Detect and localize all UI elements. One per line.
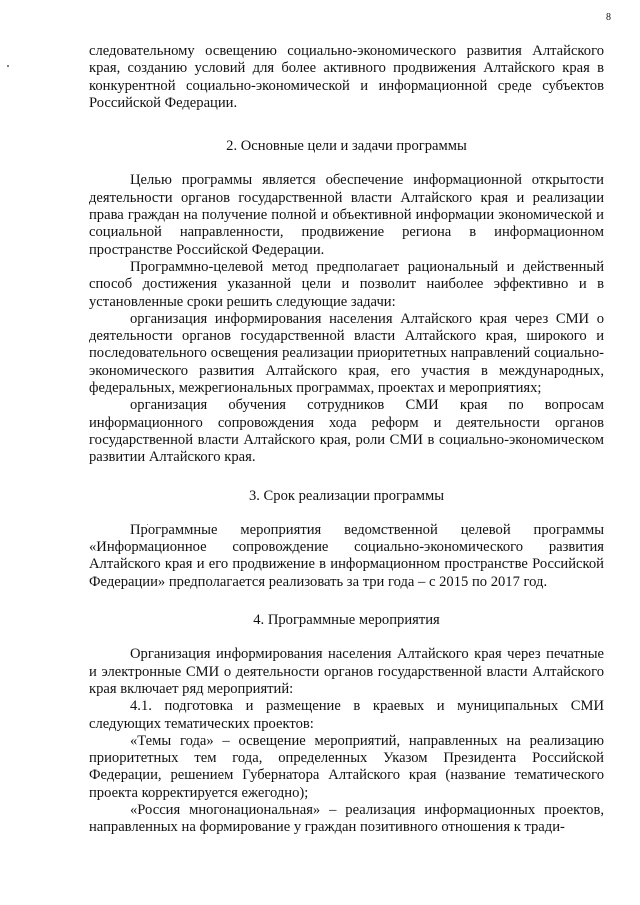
section-4-heading: 4. Программные мероприятия [253, 612, 440, 629]
section-3-paragraph: Программные мероприятия ведомственной целевой программы «Информационное сопровождение социально-экономического развития Алтайского края и его продвижение в информационном пространстве Российской Федерации» предполагается реализовать за три года – с 2015 по 2017 год. [89, 521, 604, 590]
intro-paragraph: следовательному освещению социально-экономического развития Алтайского края, созданию условий для более активного продвижения Алтайского края в конкурентной социально-экономической и информационной среде субъектов Российской Федерации. [89, 43, 604, 111]
section-4-paragraph: 4.1. подготовка и размещение в краевых и муниципальных СМИ следующих тематических проектов: [89, 698, 604, 732]
section-2-heading: 2. Основные цели и задачи программы [226, 138, 467, 155]
section-2-list-item: организация информирования населения Алтайского края через СМИ о деятельности органов государственной власти Алтайского края, широкого и последовательного освещения реализации приоритетных направлений социально-экономического развития Алтайского края, его участия в международных, федеральных, межрегиональных программах, проектах и мероприятиях; [89, 310, 604, 397]
scan-speck [7, 65, 9, 67]
section-2-paragraph: Целью программы является обеспечение информационной открытости деятельности органов государственной власти Алтайского края и реализации права граждан на получение полной и объективной информации экономической и социальной направленности, продвижение региона в информационном пространстве Российской Федерации. [89, 172, 604, 258]
document-body [89, 43, 604, 837]
section-4-paragraph: «Темы года» – освещение мероприятий, направленных на реализацию приоритетных тем года, определенных Указом Президента Российской Федерации, решением Губернатора Алтайского края (название тематического проекта корректируется ежегодно); [89, 732, 604, 801]
section-3-heading: 3. Срок реализации программы [248, 487, 445, 504]
section-4-paragraph: Организация информирования населения Алтайского края через печатные и электронные СМИ о деятельности органов государственной власти Алтайского края включает ряд мероприятий: [89, 646, 604, 697]
page-number: 8 [606, 12, 611, 23]
section-4-paragraph: «Россия многонациональная» – реализация информационных проектов, направленных на формирование у граждан позитивного отношения к тради- [89, 801, 604, 836]
section-2-paragraph: Программно-целевой метод предполагает рациональный и действенный способ достижения указанной цели и позволит наиболее эффективно и в установленные сроки решить следующие задачи: [89, 258, 604, 310]
section-2-list-item: организация обучения сотрудников СМИ края по вопросам информационного сопровождения хода реформ и деятельности органов государственной власти Алтайского края, роли СМИ в социально-экономическом развитии Алтайского края. [89, 397, 604, 466]
